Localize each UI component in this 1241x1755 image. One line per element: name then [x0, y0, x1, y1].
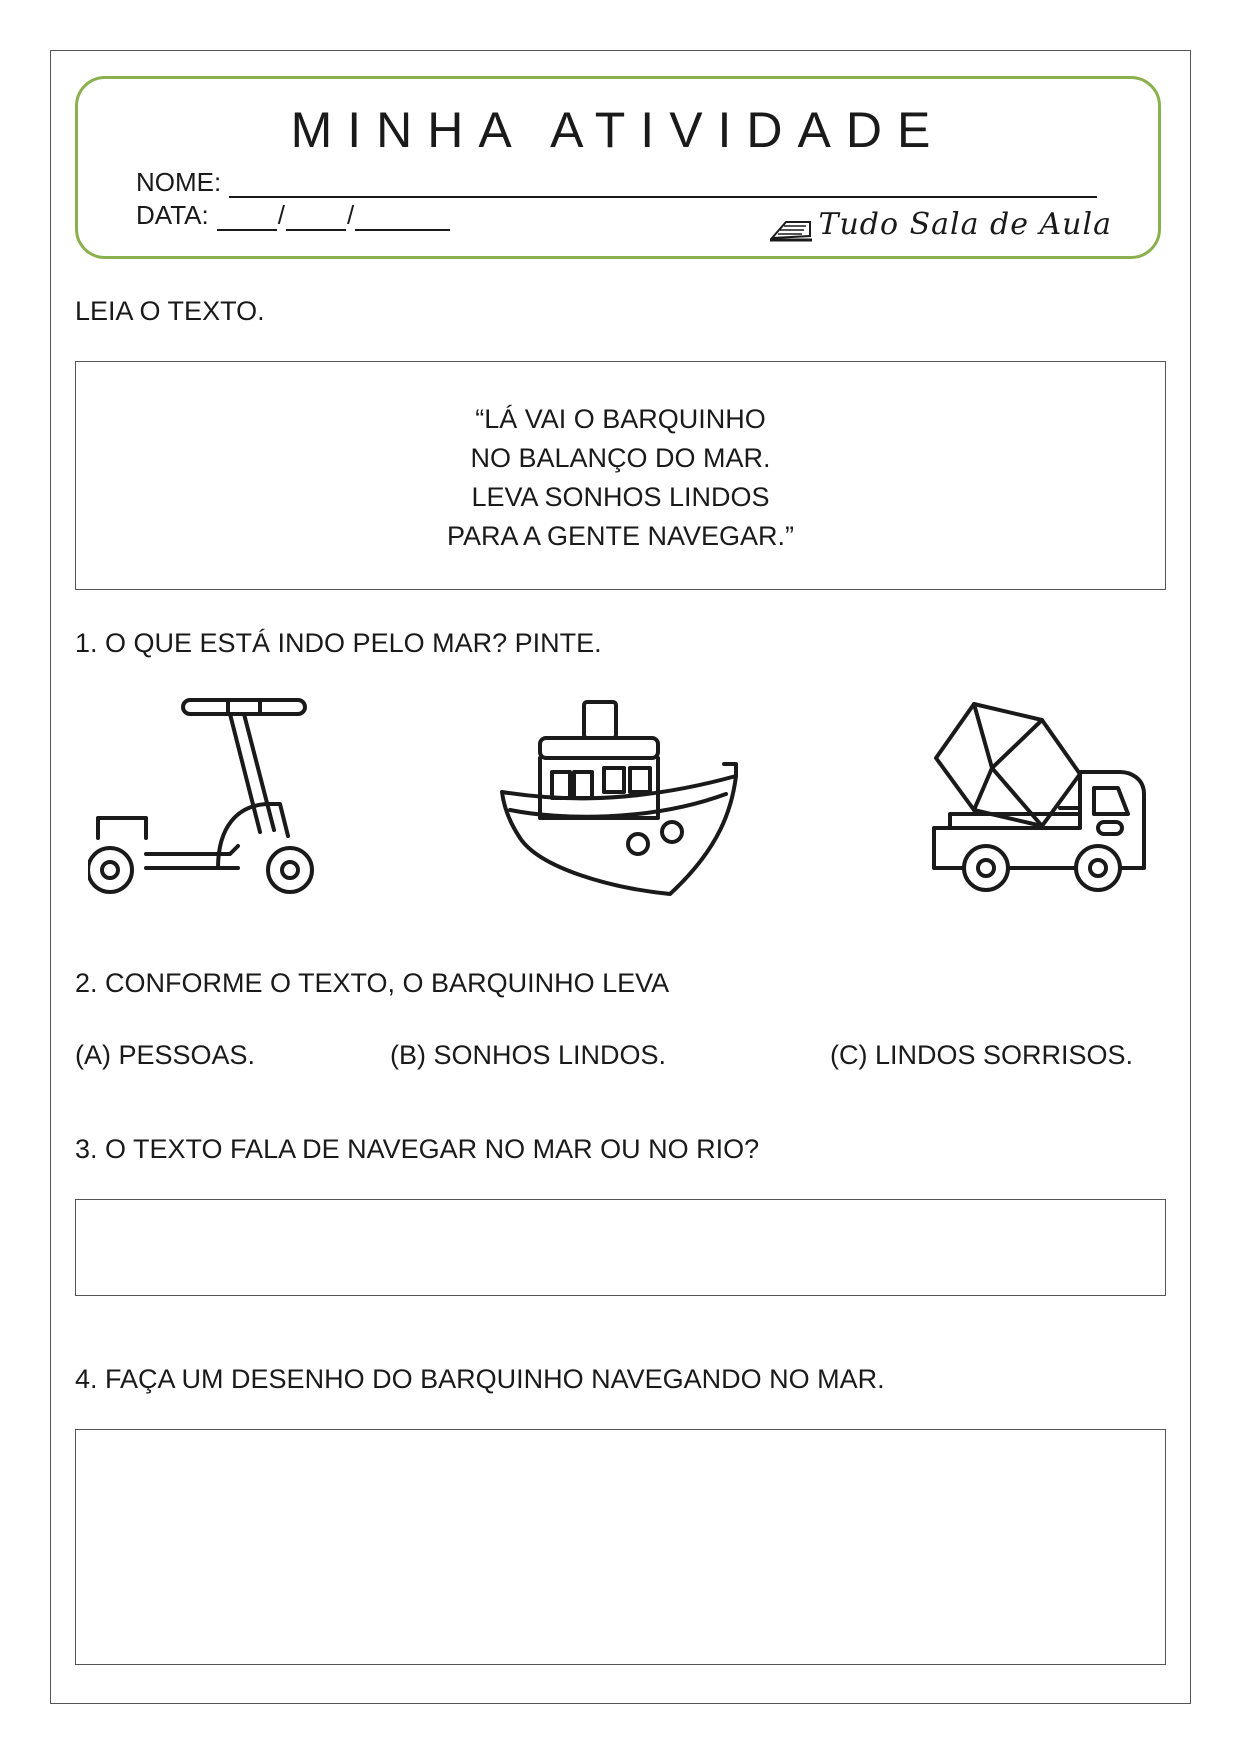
name-field-row	[136, 167, 1097, 198]
question-3-text: 3. O TEXTO FALA DE NAVEGAR NO MAR OU NO RIO?	[75, 1134, 760, 1164]
question-4-text: 4. FAÇA UM DESENHO DO BARQUINHO NAVEGANDO NO MAR.	[75, 1364, 885, 1394]
laptop-book-icon	[770, 212, 814, 242]
boat-icon[interactable]	[500, 698, 750, 898]
date-label: DATA:	[136, 200, 209, 230]
name-label: NOME:	[136, 167, 222, 197]
question-2-text: 2. CONFORME O TEXTO, O BARQUINHO LEVA	[75, 968, 670, 998]
answer-box-q3[interactable]	[75, 1199, 1166, 1296]
poem-line: LEVA SONHOS LINDOS	[471, 482, 770, 512]
scooter-icon[interactable]	[88, 696, 318, 896]
logo-text: Tudo Sala de Aula	[818, 207, 1112, 242]
date-field-row	[136, 200, 450, 231]
date-month-field[interactable]	[286, 205, 346, 231]
instruction-text: LEIA O TEXTO.	[75, 296, 265, 326]
poem-box	[75, 361, 1166, 590]
date-separator: /	[277, 200, 285, 230]
date-day-field[interactable]	[217, 205, 277, 231]
poem	[76, 362, 1165, 556]
poem-line: PARA A GENTE NAVEGAR.”	[446, 521, 795, 551]
option-a[interactable]: (A) PESSOAS.	[75, 1040, 256, 1070]
date-separator: /	[346, 200, 355, 230]
page-title: MINHA ATIVIDADE	[290, 102, 946, 158]
drawing-box-q4[interactable]	[75, 1429, 1166, 1665]
date-year-field[interactable]	[355, 205, 450, 231]
header-box	[75, 76, 1161, 259]
option-c[interactable]: (C) LINDOS SORRISOS.	[830, 1040, 1134, 1070]
poem-line: “LÁ VAI O BARQUINHO	[475, 404, 766, 434]
cement-mixer-truck-icon[interactable]	[930, 698, 1150, 898]
poem-line: NO BALANÇO DO MAR.	[470, 443, 771, 473]
logo	[770, 207, 1112, 242]
name-field[interactable]	[229, 172, 1097, 198]
option-b[interactable]: (B) SONHOS LINDOS.	[390, 1040, 667, 1070]
question-1-text: 1. O QUE ESTÁ INDO PELO MAR? PINTE.	[75, 628, 602, 658]
